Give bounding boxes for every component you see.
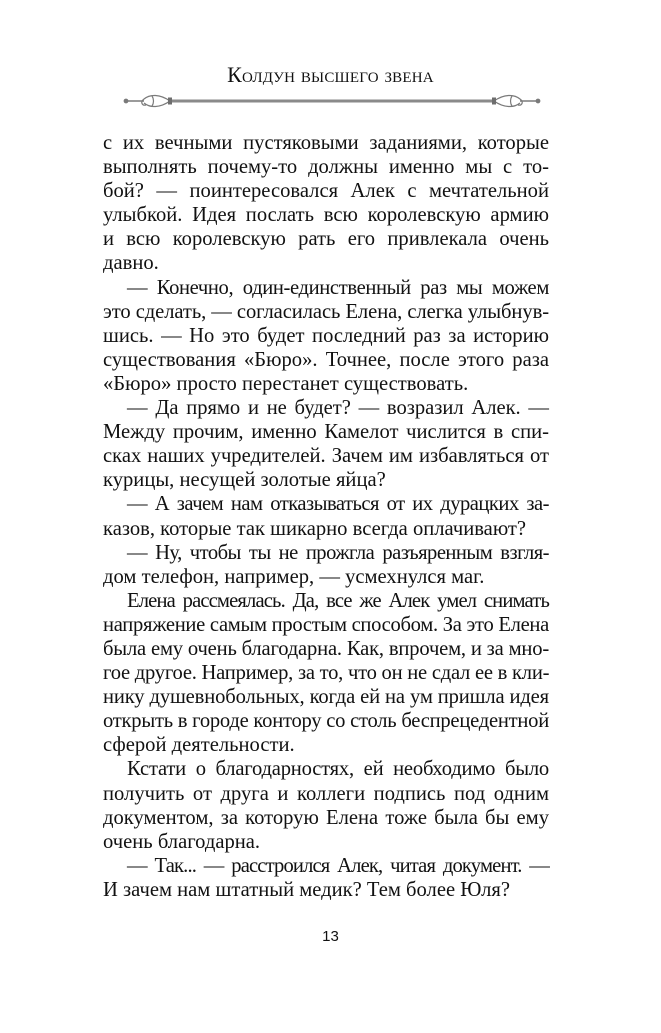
ornament-left-flourish: [124, 95, 170, 106]
text-line: это сделать, — согласилась Елена, слегка улыбнув-: [103, 300, 549, 323]
text-line: — Конечно, один-единственный раз мы можем: [127, 276, 549, 299]
text-line: — Ну, чтобы ты не прожгла разъяренным взгля-: [127, 541, 549, 564]
text-line: открыть в городе контору со столь беспрецедентной: [103, 710, 549, 733]
text-line: казов, которые так шикарно всегда оплачивают?: [103, 517, 527, 540]
text-line: — Да прямо и не будет? — возразил Алек. —: [127, 397, 549, 420]
text-line: выполнять почему-то должны именно мы с то-: [103, 156, 549, 179]
running-head: [0, 62, 661, 88]
text-line: получить от друга и коллеги подпись под одним: [103, 782, 549, 805]
text-line: очень благодарна.: [103, 830, 261, 853]
text-line: напряжение самым простым способом. За это Елена: [103, 613, 549, 636]
text-line: давно.: [103, 252, 159, 275]
text-line: — А зачем нам отказываться от их дурацких за-: [127, 493, 549, 516]
text-line: «Бюро» просто перестанет существовать.: [103, 372, 469, 395]
text-line: курицы, несущей золотые яйца?: [103, 469, 386, 492]
text-line: сферой деятельности.: [103, 734, 295, 757]
running-head-title: Колдун высшего звена: [227, 62, 434, 87]
text-line: бой? — поинтересовался Алек с мечтательной: [103, 180, 549, 203]
text-line: шись. — Но это будет последний раз за историю: [103, 324, 549, 347]
text-line: Кстати о благодарностях, ей необходимо было: [127, 758, 549, 781]
text-line: улыбкой. Идея послать всю королевскую армию: [103, 204, 549, 227]
ornament-right-flourish: [494, 95, 540, 106]
text-line: Между прочим, именно Камелот числится в спи-: [103, 421, 549, 444]
text-line: существования «Бюро». Точнее, после этого раза: [103, 348, 549, 371]
text-line: сках наших учредителей. Зачем им избавляться от: [103, 445, 549, 468]
text-line: нику душевнобольных, когда ей на ум пришла идея: [103, 686, 549, 709]
ornament-bar: [170, 100, 494, 103]
text-line: И зачем нам штатный медик? Тем более Юля?: [103, 878, 511, 901]
text-line: с их вечными пустяковыми заданиями, которые: [103, 132, 549, 154]
text-line: дом телефон, например, — усмехнулся маг.: [103, 565, 485, 588]
text-line: и всю королевскую рать его привлекала очень: [103, 228, 549, 251]
ornamental-rule: [122, 90, 542, 112]
text-line: Елена рассмеялась. Да, все же Алек умел снимать: [127, 589, 549, 612]
text-line: — Так... — расстроился Алек, читая документ. —: [127, 854, 549, 877]
text-line: гое другое. Например, за то, что он не сдал ее в кли-: [103, 662, 550, 685]
page-number: 13: [322, 928, 339, 945]
text-line: документом, за которую Елена тоже была бы ему: [103, 806, 549, 829]
text-line: была ему очень благодарна. Как, впрочем, и за мно-: [103, 637, 550, 660]
body-text: [103, 131, 549, 902]
